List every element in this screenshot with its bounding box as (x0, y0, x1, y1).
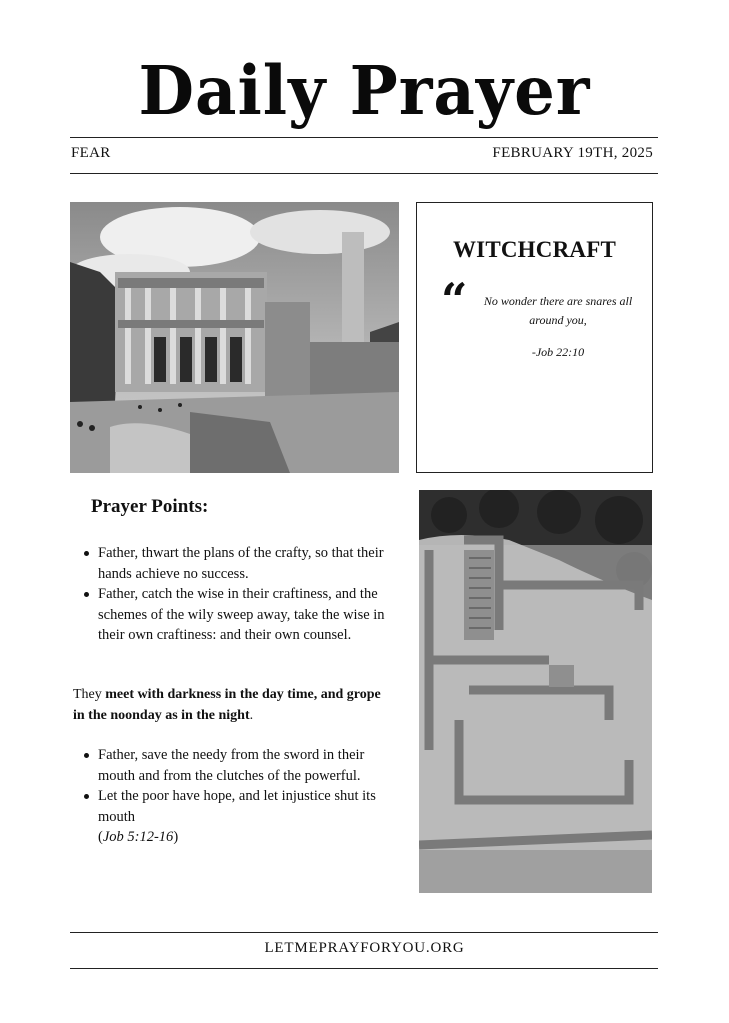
date-label: FEBRUARY 19TH, 2025 (492, 145, 653, 161)
reference-open-paren: ( (98, 829, 103, 845)
footer-bottom-rule (70, 968, 658, 969)
aerial-ruins-photo (419, 490, 652, 893)
header-bottom-rule (70, 173, 658, 174)
footer-website[interactable]: LETMEPRAYFORYOU.ORG (264, 940, 465, 956)
prayer-point-item: Father, save the needy from the sword in their mouth and from the clutches of the powerful. (98, 745, 388, 786)
reference-close-paren: ) (173, 829, 179, 845)
prayer-point-item: Father, catch the wise in their craftiness, and the schemes of the wily sweep away, take the wise in their own craftiness: and their own counsel. (98, 584, 388, 646)
reference-text: Job 5:12-16 (102, 829, 174, 845)
prayer-point-item (98, 786, 388, 848)
scripture-reference (98, 827, 388, 848)
quotation-mark-icon: “ (441, 273, 468, 327)
quote-reference: -Job 22:10 (531, 345, 585, 359)
quote-text: No wonder there are snares all around you, (483, 294, 633, 327)
header-top-rule (70, 137, 658, 138)
footer-top-rule (70, 932, 658, 933)
prayer-points-heading: Prayer Points: (91, 496, 209, 517)
prayer-point-text: Let the poor have hope, and let injustice shut its mouth (98, 788, 376, 825)
verse-end: . (249, 708, 254, 723)
masthead-title: Daily Prayer (138, 52, 591, 131)
scripture-verse (73, 684, 383, 726)
verse-lead: They (73, 687, 106, 702)
prayer-points-list-first (98, 543, 388, 646)
quote-heading: WITCHCRAFT (452, 237, 616, 262)
library-ruins-photo (70, 202, 399, 473)
topic-label: FEAR (71, 145, 111, 161)
prayer-points-list-second (98, 745, 388, 848)
prayer-point-item: Father, thwart the plans of the crafty, so that their hands achieve no success. (98, 543, 388, 584)
scripture-quote-box (416, 202, 653, 473)
verse-bold-text: meet with darkness in the day time, and grope in the noonday as in the night (73, 687, 381, 723)
